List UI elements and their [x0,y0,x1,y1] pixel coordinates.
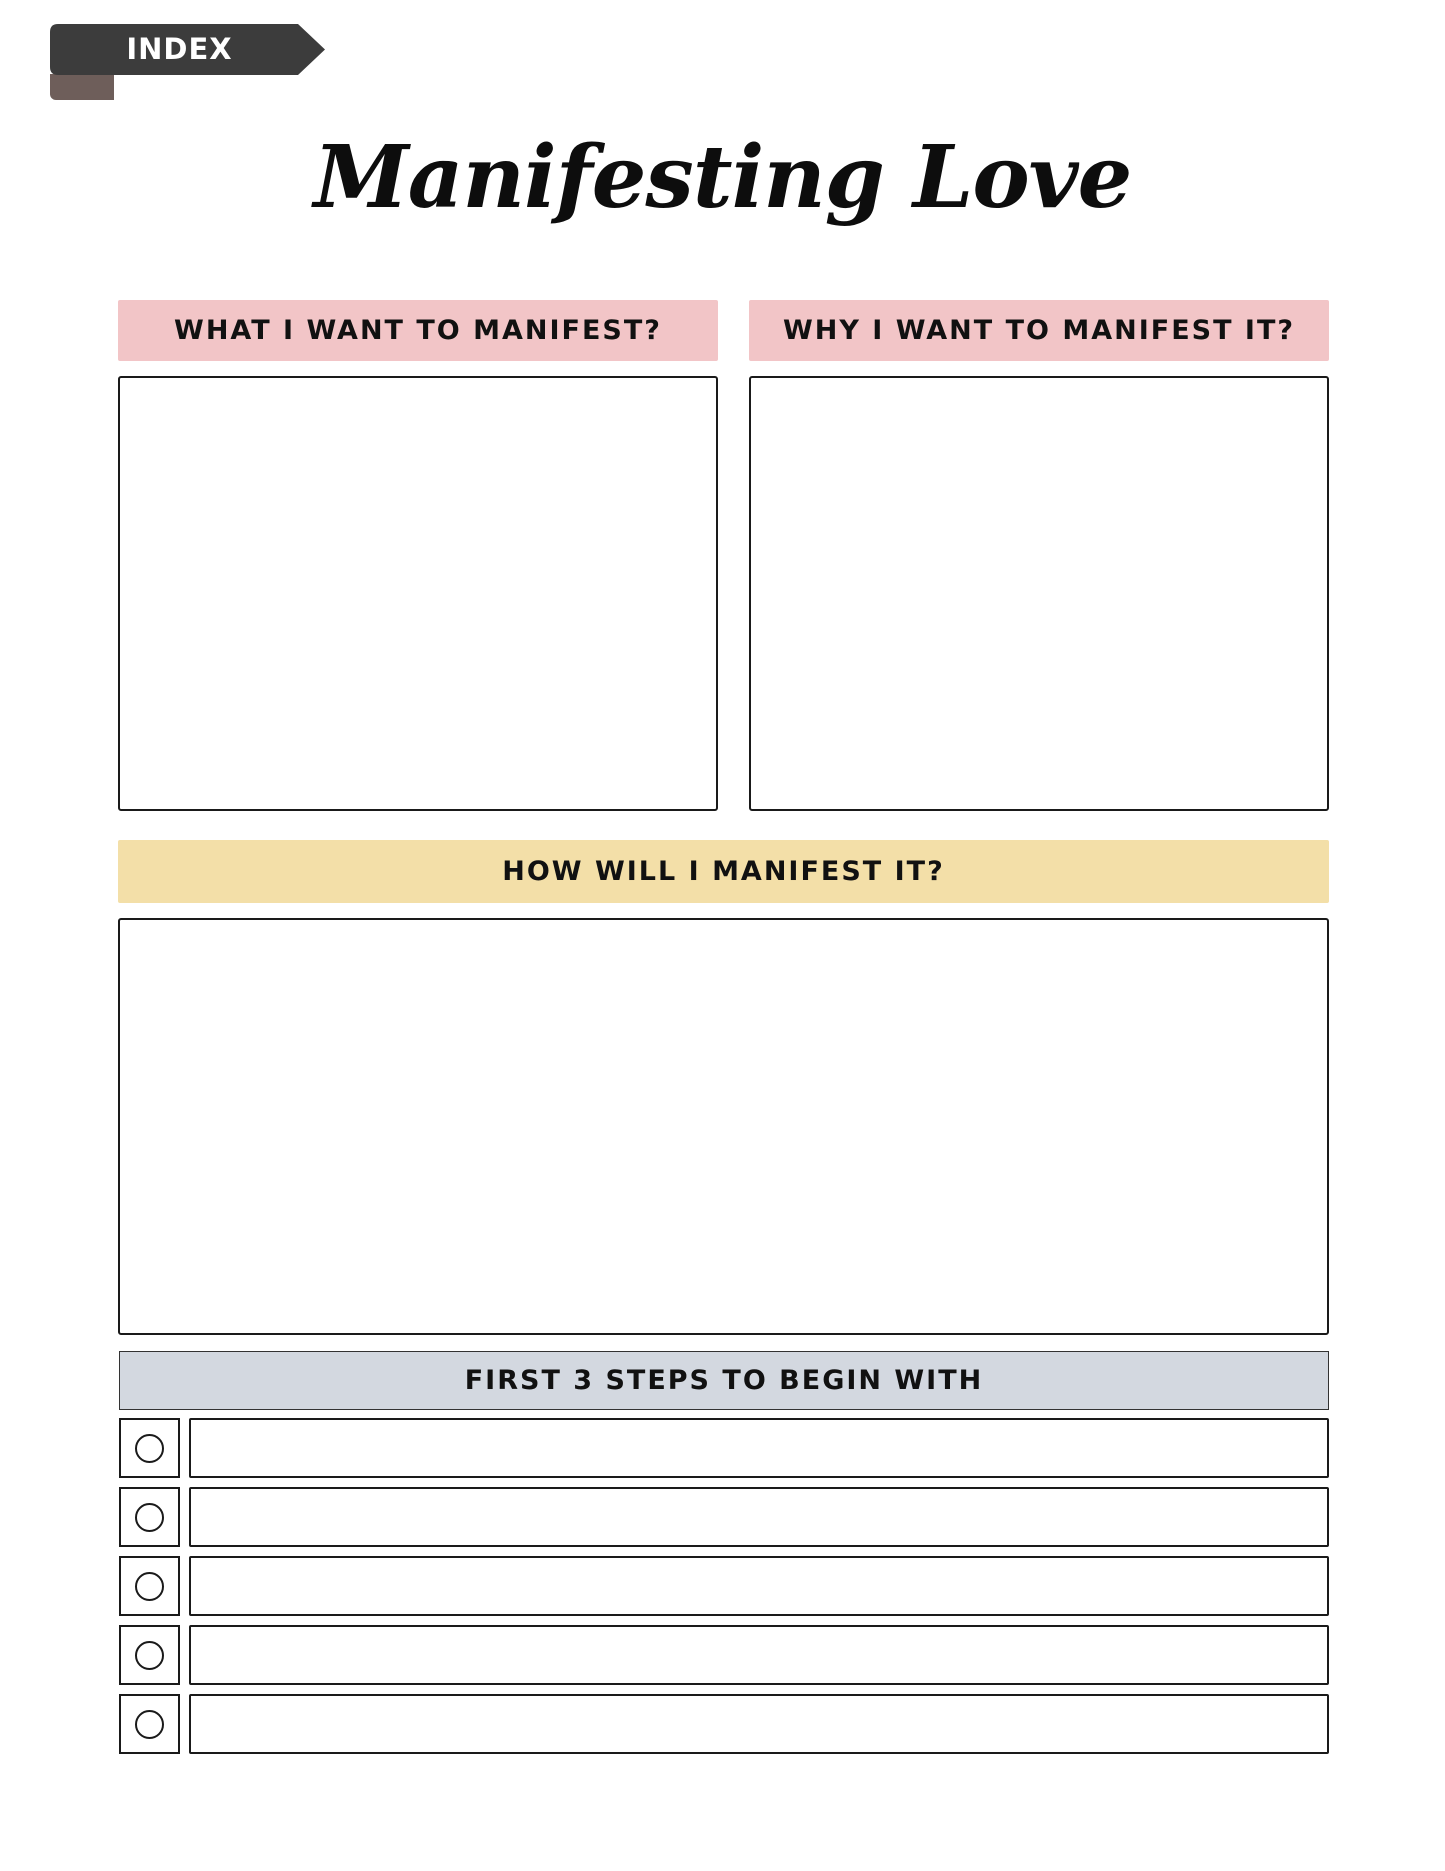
step-row [119,1418,1329,1478]
index-tab-label[interactable]: INDEX [126,32,233,66]
page-title: Manifesting Love [313,127,1132,228]
circle-checkbox-icon [135,1503,164,1532]
circle-checkbox-icon [135,1434,164,1463]
step-checkbox[interactable] [119,1625,180,1685]
circle-checkbox-icon [135,1641,164,1670]
step-checkbox[interactable] [119,1418,180,1478]
header-first-steps: FIRST 3 STEPS TO BEGIN WITH [119,1351,1329,1410]
step-input-line[interactable] [189,1694,1329,1754]
why-manifest-box[interactable] [749,376,1329,811]
how-manifest-box[interactable] [118,918,1329,1335]
step-input-line[interactable] [189,1418,1329,1478]
step-checkbox[interactable] [119,1487,180,1547]
header-why-manifest: WHY I WANT TO MANIFEST IT? [749,300,1329,361]
step-row [119,1694,1329,1754]
step-input-line[interactable] [189,1556,1329,1616]
header-how-manifest: HOW WILL I MANIFEST IT? [118,840,1329,903]
step-input-line[interactable] [189,1487,1329,1547]
index-tab-fold [50,74,114,100]
step-input-line[interactable] [189,1625,1329,1685]
step-checkbox[interactable] [119,1556,180,1616]
circle-checkbox-icon [135,1710,164,1739]
index-tab[interactable] [50,24,325,100]
step-checkbox[interactable] [119,1694,180,1754]
step-row [119,1556,1329,1616]
steps-list [119,1418,1329,1763]
step-row [119,1487,1329,1547]
what-to-manifest-box[interactable] [118,376,718,811]
step-row [119,1625,1329,1685]
circle-checkbox-icon [135,1572,164,1601]
header-what-to-manifest: WHAT I WANT TO MANIFEST? [118,300,718,361]
